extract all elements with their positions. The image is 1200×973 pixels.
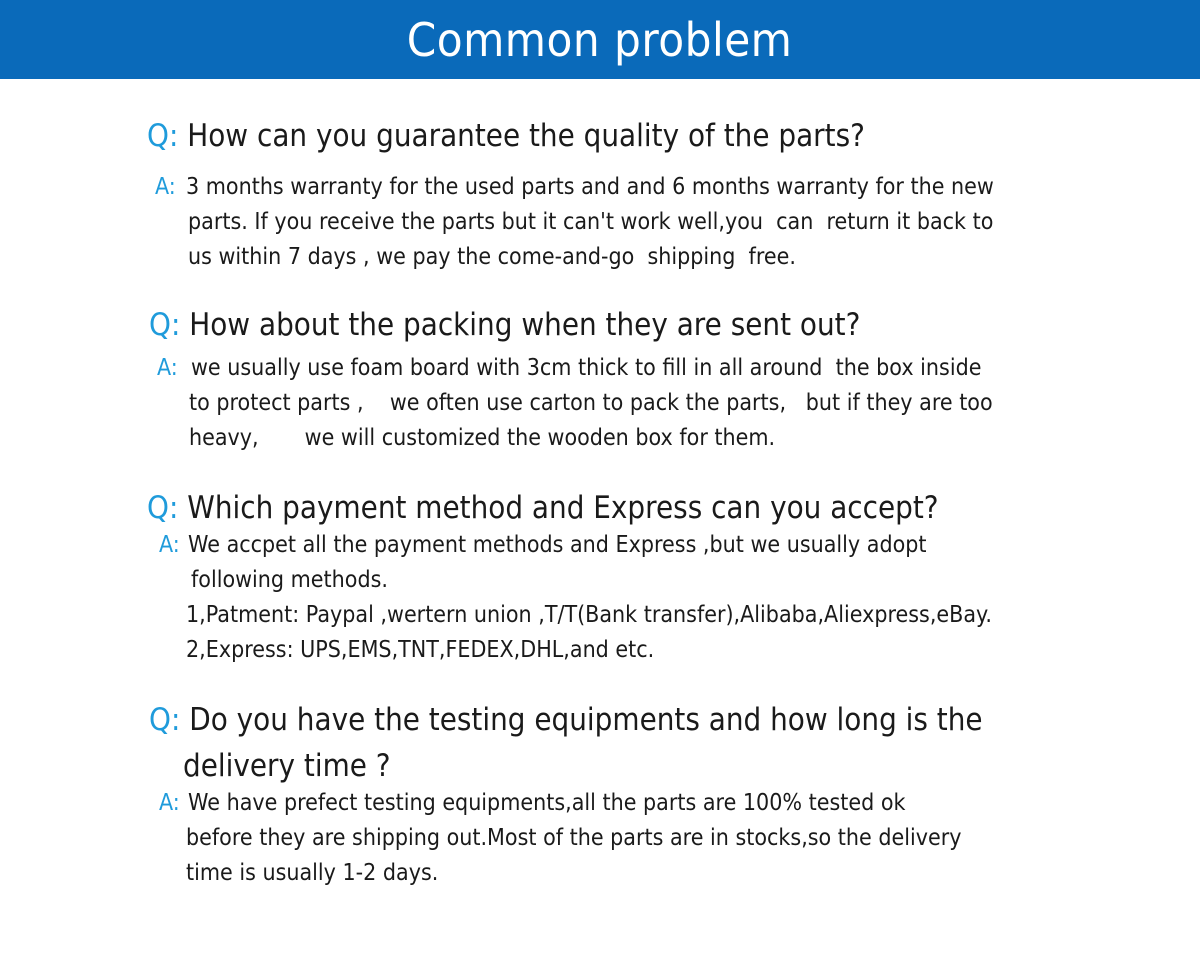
question-text: How about the packing when they are sent out? bbox=[189, 307, 861, 343]
answer-line: 3 months warranty for the used parts and and 6 months warranty for the new bbox=[186, 174, 994, 200]
answer-line: before they are shipping out.Most of the parts are in stocks,so the delivery bbox=[186, 825, 962, 851]
faq-question-4 bbox=[149, 697, 983, 743]
question-label: Q: bbox=[147, 490, 179, 526]
faq-question-1 bbox=[147, 113, 865, 159]
answer-line: We accpet all the payment methods and Express ,but we usually adopt bbox=[188, 532, 927, 558]
answer-line: we usually use foam board with 3cm thick to fill in all around the box inside bbox=[191, 355, 982, 381]
faq-question-4-continued bbox=[183, 743, 391, 789]
answer-line: to protect parts , we often use carton to pack the parts, but if they are too bbox=[189, 390, 993, 416]
answer-line: time is usually 1-2 days. bbox=[186, 860, 439, 886]
answer-label: A: bbox=[159, 790, 180, 816]
question-label: Q: bbox=[147, 118, 179, 154]
faq-question-2 bbox=[149, 302, 860, 348]
answer-line: 2,Express: UPS,EMS,TNT,FEDEX,DHL,and etc. bbox=[186, 637, 655, 663]
question-text: Do you have the testing equipments and how long is the bbox=[189, 702, 983, 738]
question-text: How can you guarantee the quality of the parts? bbox=[187, 118, 865, 154]
answer-label: A: bbox=[157, 355, 178, 381]
answer-line: us within 7 days , we pay the come-and-go shipping free. bbox=[188, 244, 796, 270]
header-banner bbox=[0, 0, 1200, 79]
answer-label: A: bbox=[159, 532, 180, 558]
answer-line: 1,Patment: Paypal ,wertern union ,T/T(Bank transfer),Alibaba,Aliexpress,eBay. bbox=[186, 602, 992, 628]
answer-line: We have prefect testing equipments,all the parts are 100% tested ok bbox=[188, 790, 906, 816]
answer-label: A: bbox=[155, 174, 176, 200]
answer-line: parts. If you receive the parts but it can't work well,you can return it back to bbox=[188, 209, 994, 235]
answer-line: heavy, we will customized the wooden box for them. bbox=[189, 425, 776, 451]
question-label: Q: bbox=[149, 307, 181, 343]
faq-question-3 bbox=[147, 485, 939, 531]
question-text: Which payment method and Express can you accept? bbox=[187, 490, 939, 526]
page-title: Common problem bbox=[407, 12, 793, 67]
question-label: Q: bbox=[149, 702, 181, 738]
answer-line: following methods. bbox=[191, 567, 388, 593]
question-text: delivery time ? bbox=[183, 748, 391, 784]
